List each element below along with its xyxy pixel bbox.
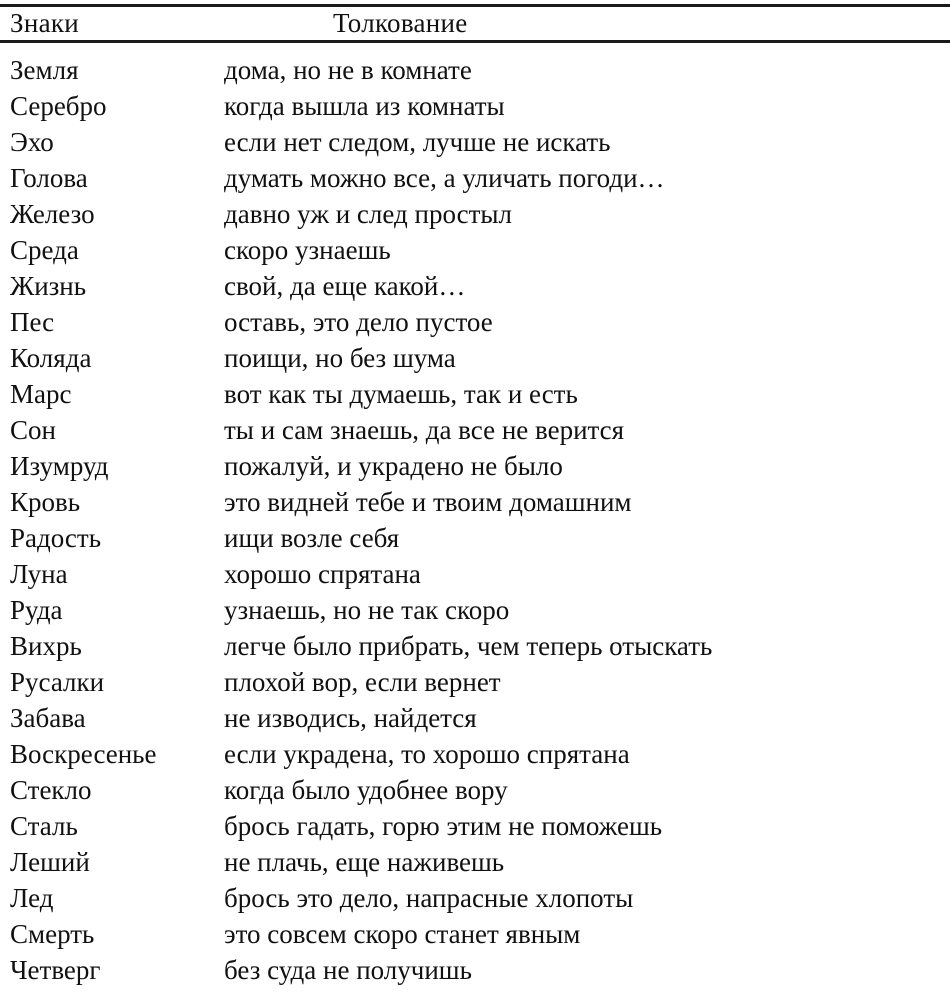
meaning-cell: думать можно все, а уличать погоди… (224, 163, 665, 193)
meaning-cell: когда вышла из комнаты (224, 91, 505, 121)
table-row (0, 772, 950, 808)
table-row (0, 592, 950, 628)
table-top-rule (0, 4, 950, 7)
meaning-cell: пожалуй, и украдено не было (224, 451, 563, 481)
table-row (0, 664, 950, 700)
table-row (0, 520, 950, 556)
meaning-cell: брось гадать, горю этим не поможешь (224, 811, 663, 841)
meaning-cell: узнаешь, но не так скоро (224, 595, 510, 625)
table-row (0, 556, 950, 592)
table-row (0, 268, 950, 304)
sign-cell: Сталь (10, 811, 78, 841)
sign-cell: Воскресенье (10, 739, 157, 769)
sign-cell: Вихрь (10, 631, 82, 661)
table-row (0, 160, 950, 196)
meaning-cell: вот как ты думаешь, так и есть (224, 379, 578, 409)
meaning-cell: когда было удобнее вору (224, 775, 508, 805)
meaning-cell: если украдена, то хорошо спрятана (224, 739, 630, 769)
table-row (0, 484, 950, 520)
sign-cell: Луна (10, 559, 68, 589)
sign-cell: Коляда (10, 343, 92, 373)
meaning-cell: это совсем скоро станет явным (224, 919, 581, 949)
meaning-cell: поищи, но без шума (224, 343, 456, 373)
table-row (0, 700, 950, 736)
meaning-cell: легче было прибрать, чем теперь отыскать (224, 631, 713, 661)
sign-cell: Среда (10, 235, 79, 265)
header-rule (0, 40, 950, 43)
sign-cell: Стекло (10, 775, 92, 805)
sign-cell: Забава (10, 703, 86, 733)
sign-cell: Смерть (10, 919, 95, 949)
meaning-cell: плохой вор, если вернет (224, 667, 501, 697)
meaning-cell: если нет следом, лучше не искать (224, 127, 611, 157)
table-row (0, 844, 950, 880)
sign-cell: Русалки (10, 667, 105, 697)
sign-cell: Пес (10, 307, 55, 337)
column-header-meaning: Толкование (333, 8, 468, 38)
meaning-cell: давно уж и след простыл (224, 199, 513, 229)
sign-cell: Марс (10, 379, 72, 409)
table-row (0, 376, 950, 412)
table-row (0, 124, 950, 160)
meaning-cell: оставь, это дело пустое (224, 307, 493, 337)
sign-cell: Изумруд (10, 451, 109, 481)
table-row (0, 340, 950, 376)
meaning-cell: не изводись, найдется (224, 703, 477, 733)
column-header-signs: Знаки (10, 8, 80, 38)
meaning-cell: не плачь, еще наживешь (224, 847, 505, 877)
sign-cell: Жизнь (10, 271, 87, 301)
sign-cell: Железо (10, 199, 95, 229)
meaning-cell: дома, но не в комнате (224, 55, 472, 85)
table-row (0, 88, 950, 124)
meaning-cell: ты и сам знаешь, да все не верится (224, 415, 625, 445)
table-row (0, 304, 950, 340)
sign-cell: Сон (10, 415, 56, 445)
sign-cell: Четверг (10, 955, 101, 985)
table-row (0, 952, 950, 988)
meaning-cell: хорошо спрятана (224, 559, 421, 589)
sign-cell: Радость (10, 523, 102, 553)
meaning-cell: без суда не получишь (224, 955, 472, 985)
table-row (0, 52, 950, 88)
table-row (0, 412, 950, 448)
sign-cell: Руда (10, 595, 63, 625)
sign-cell: Серебро (10, 91, 107, 121)
sign-cell: Земля (10, 55, 79, 85)
table-row (0, 448, 950, 484)
meaning-cell: брось это дело, напрасные хлопоты (224, 883, 634, 913)
table-body (0, 52, 950, 988)
table-row (0, 196, 950, 232)
table-row (0, 808, 950, 844)
table-row (0, 916, 950, 952)
meaning-cell: свой, да еще какой… (224, 271, 466, 301)
table-row (0, 232, 950, 268)
meaning-cell: это видней тебе и твоим домашним (224, 487, 632, 517)
table-row (0, 736, 950, 772)
table-row (0, 880, 950, 916)
sign-cell: Леший (10, 847, 90, 877)
meaning-cell: ищи возле себя (224, 523, 400, 553)
sign-cell: Лед (10, 883, 54, 913)
sign-cell: Кровь (10, 487, 81, 517)
table-row (0, 628, 950, 664)
sign-cell: Голова (10, 163, 88, 193)
sign-cell: Эхо (10, 127, 54, 157)
meaning-cell: скоро узнаешь (224, 235, 391, 265)
